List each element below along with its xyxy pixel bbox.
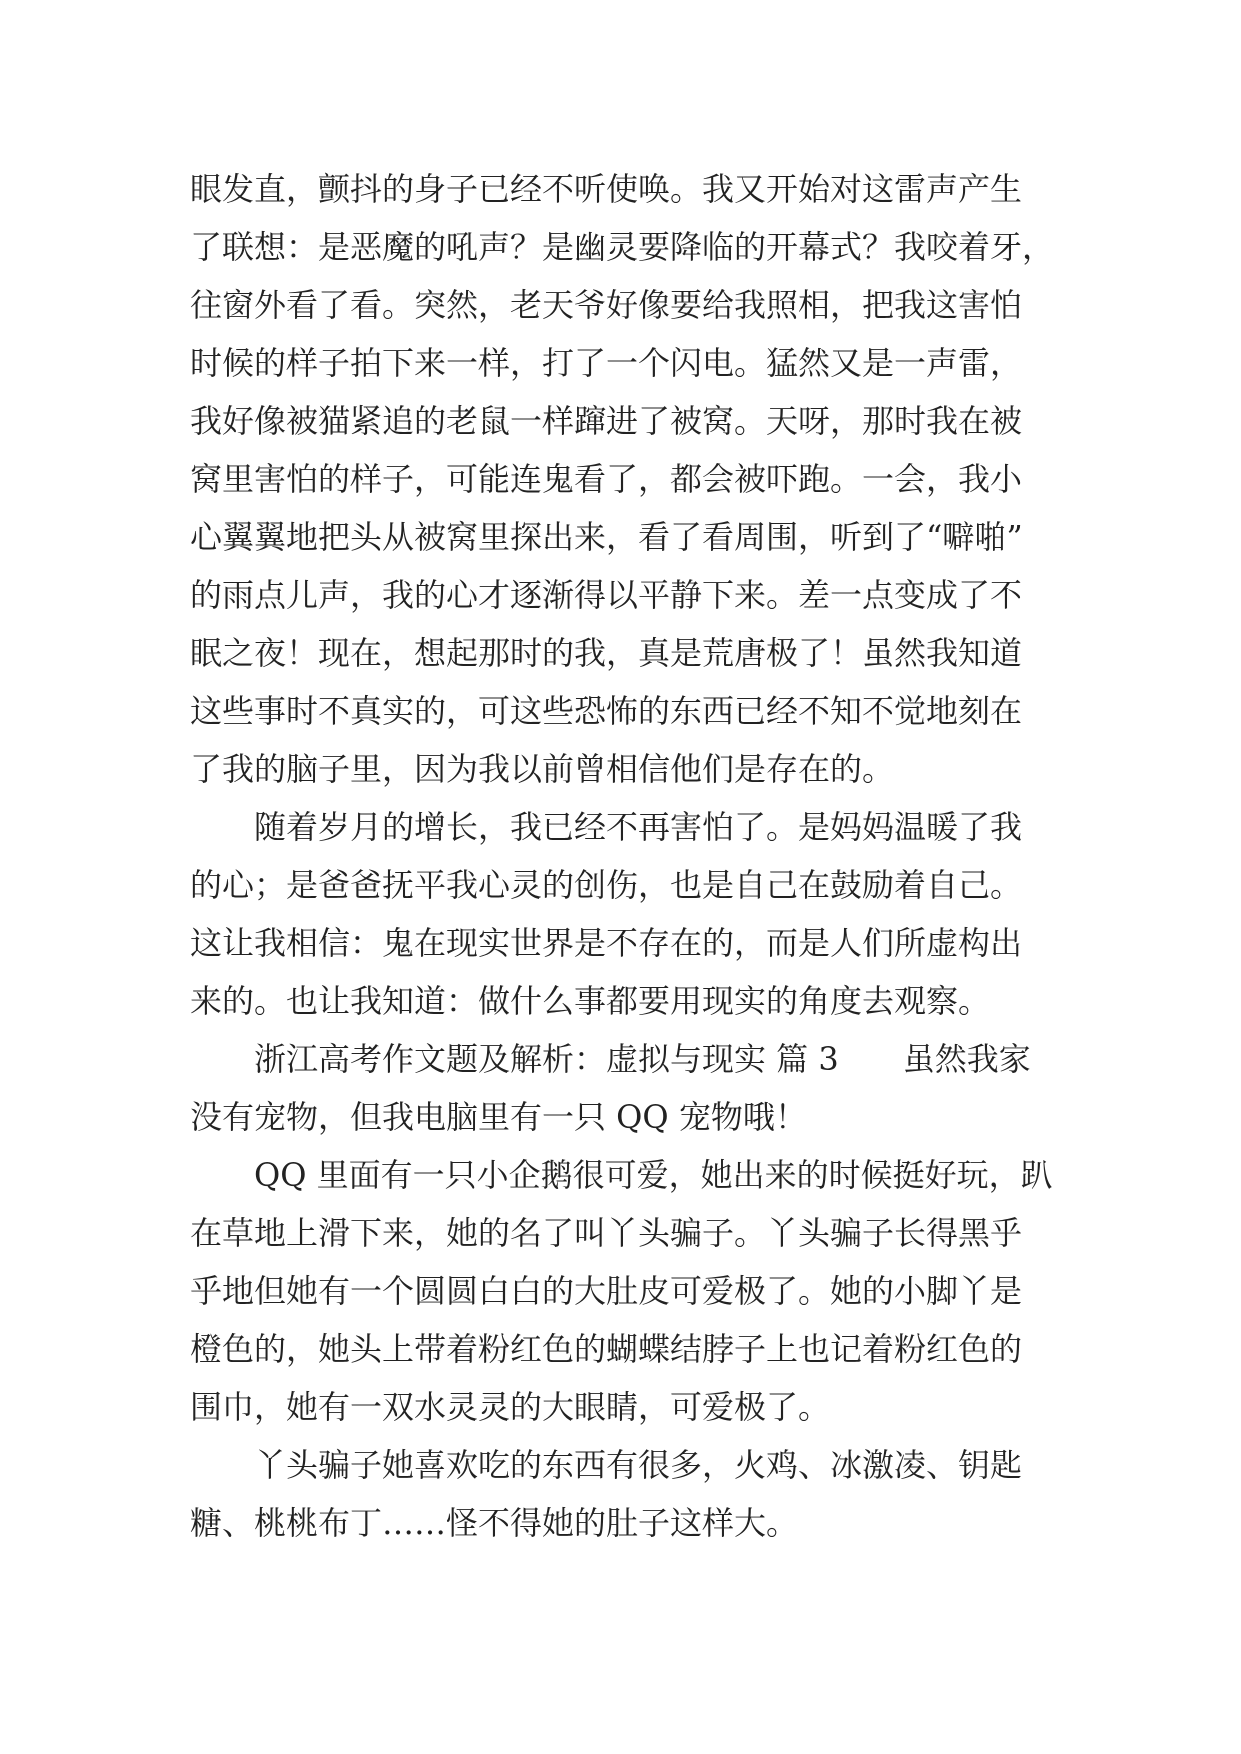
text-line: 时候的样子拍下来一样，打了一个闪电。猛然又是一声雷，: [190, 344, 1023, 382]
text-line: 这些事时不真实的，可这些恐怖的东西已经不知不觉地刻在: [190, 692, 1023, 730]
text-line: 的雨点儿声，我的心才逐渐得以平静下来。差一点变成了不: [190, 576, 1023, 614]
text-line: QQ 里面有一只小企鹅很可爱，她出来的时候挺好玩，趴: [254, 1156, 1053, 1194]
text-line: 丫头骗子她喜欢吃的东西有很多，火鸡、冰激凌、钥匙: [254, 1446, 1023, 1484]
text-line: 围巾，她有一双水灵灵的大眼睛，可爱极了。: [190, 1388, 831, 1426]
text-line: 在草地上滑下来，她的名了叫丫头骗子。丫头骗子长得黑乎: [190, 1214, 1023, 1252]
text-line: 没有宠物，但我电脑里有一只 QQ 宠物哦！: [190, 1098, 807, 1136]
text-line: 心翼翼地把头从被窝里探出来，看了看周围，听到了“噼啪”: [190, 518, 1023, 556]
text-line: 浙江高考作文题及解析：虚拟与现实 篇 3 虽然我家: [254, 1040, 1031, 1078]
text-line: 来的。也让我知道：做什么事都要用现实的角度去观察。: [190, 982, 991, 1020]
text-line: 眼发直，颤抖的身子已经不听使唤。我又开始对这雷声产生: [190, 170, 1023, 208]
text-line: 往窗外看了看。突然，老天爷好像要给我照相，把我这害怕: [190, 286, 1023, 324]
text-line: 糖、桃桃布丁……怪不得她的肚子这样大。: [190, 1504, 799, 1542]
text-line: 的心；是爸爸抚平我心灵的创伤，也是自己在鼓励着自己。: [190, 866, 1023, 904]
text-line: 乎地但她有一个圆圆白白的大肚皮可爱极了。她的小脚丫是: [190, 1272, 1023, 1310]
text-line: 了我的脑子里，因为我以前曾相信他们是存在的。: [190, 750, 895, 788]
text-line: 窝里害怕的样子，可能连鬼看了，都会被吓跑。一会，我小: [190, 460, 1023, 498]
text-line: 我好像被猫紧追的老鼠一样蹿进了被窝。天呀，那时我在被: [190, 402, 1023, 440]
text-line: 随着岁月的增长，我已经不再害怕了。是妈妈温暖了我: [254, 808, 1023, 846]
text-line: 了联想：是恶魔的吼声？是幽灵要降临的开幕式？我咬着牙，: [190, 228, 1055, 266]
text-line: 眠之夜！现在，想起那时的我，真是荒唐极了！虽然我知道: [190, 634, 1023, 672]
text-line: 橙色的，她头上带着粉红色的蝴蝶结脖子上也记着粉红色的: [190, 1330, 1023, 1368]
text-line: 这让我相信：鬼在现实世界是不存在的，而是人们所虚构出: [190, 924, 1023, 962]
body-text: [190, 160, 1090, 1552]
